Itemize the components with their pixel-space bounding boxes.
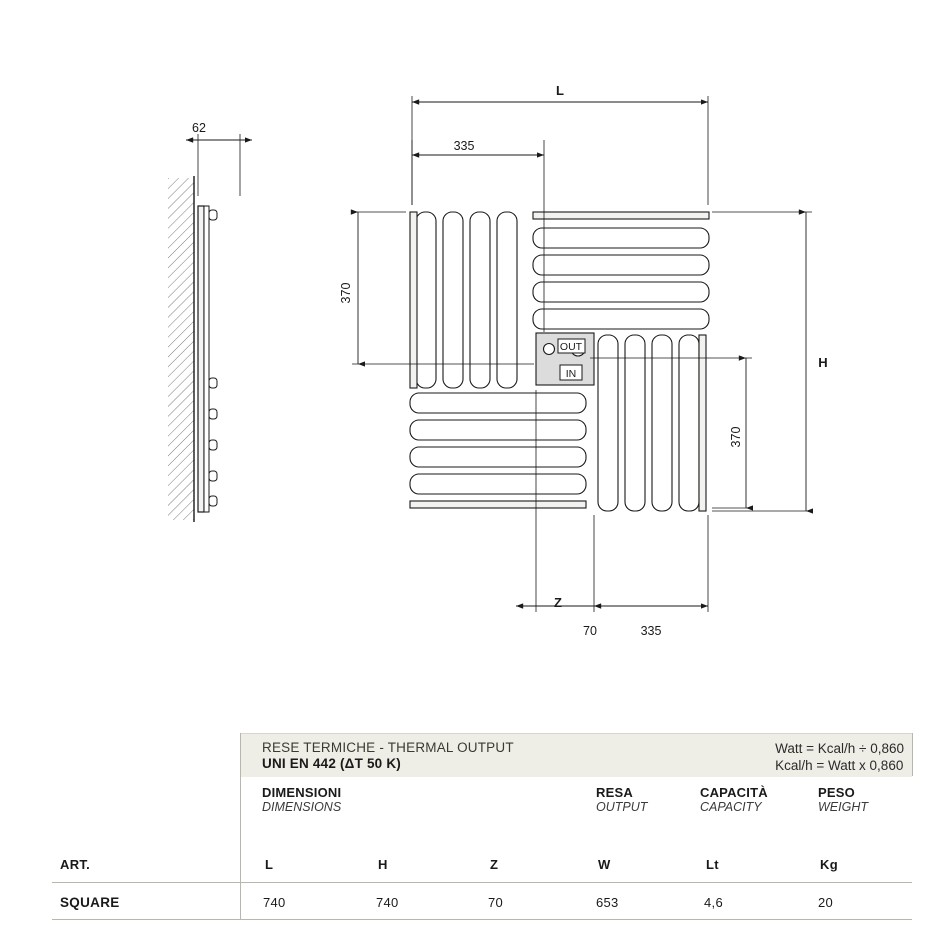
specification-table [240, 733, 912, 823]
art-header: ART. [60, 857, 91, 872]
group-dimensions-en: DIMENSIONS [262, 800, 342, 814]
table-banner [240, 733, 912, 777]
group-capacity-it: CAPACITÀ [700, 785, 768, 800]
group-weight-it: PESO [818, 785, 855, 800]
table-divider-right [912, 733, 913, 776]
banner-note-1: Watt = Kcal/h ÷ 0,860 [775, 741, 904, 756]
column-header-z: Z [490, 857, 499, 872]
svg-text:335: 335 [453, 139, 475, 153]
column-header-kg: Kg [820, 857, 838, 872]
group-output [596, 785, 647, 815]
cell-l: 740 [263, 895, 286, 910]
banner-line-2: UNI EN 442 (ΔT 50 K) [262, 756, 401, 771]
banner-note-2: Kcal/h = Watt x 0,860 [775, 758, 904, 773]
svg-text:70: 70 [583, 624, 597, 638]
column-header-h: H [378, 857, 388, 872]
svg-text:OUT: OUT [559, 341, 583, 353]
group-output-en: OUTPUT [596, 800, 648, 814]
svg-text:335: 335 [640, 624, 662, 638]
front-view [339, 83, 828, 638]
svg-text:370: 370 [339, 282, 353, 304]
table-row: SQUARE [60, 895, 120, 910]
banner-line-1: RESE TERMICHE - THERMAL OUTPUT [262, 740, 514, 755]
group-capacity-en: CAPACITY [700, 800, 762, 814]
table-rule-top [52, 882, 912, 883]
column-header-w: W [598, 857, 611, 872]
cell-kg: 20 [818, 895, 834, 910]
table-divider-left [240, 733, 241, 919]
group-output-it: RESA [596, 785, 633, 800]
cell-h: 740 [376, 895, 399, 910]
cell-z: 70 [488, 895, 504, 910]
group-weight [818, 785, 868, 815]
group-dimensions-it: DIMENSIONI [262, 785, 342, 800]
svg-text:370: 370 [729, 426, 743, 448]
table-group-headers [240, 777, 912, 823]
group-dimensions [262, 785, 341, 815]
svg-text:Z: Z [554, 595, 562, 610]
column-header-l: L [265, 857, 274, 872]
side-view [168, 121, 252, 522]
table-rule-mid [52, 919, 912, 920]
group-capacity [700, 785, 768, 815]
cell-w: 653 [596, 895, 619, 910]
svg-text:L: L [556, 83, 564, 98]
cell-lt: 4,6 [704, 895, 723, 910]
column-header-lt: Lt [706, 857, 719, 872]
svg-text:62: 62 [192, 121, 206, 135]
svg-text:IN: IN [565, 368, 577, 380]
group-weight-en: WEIGHT [818, 800, 868, 814]
svg-text:H: H [818, 355, 828, 370]
